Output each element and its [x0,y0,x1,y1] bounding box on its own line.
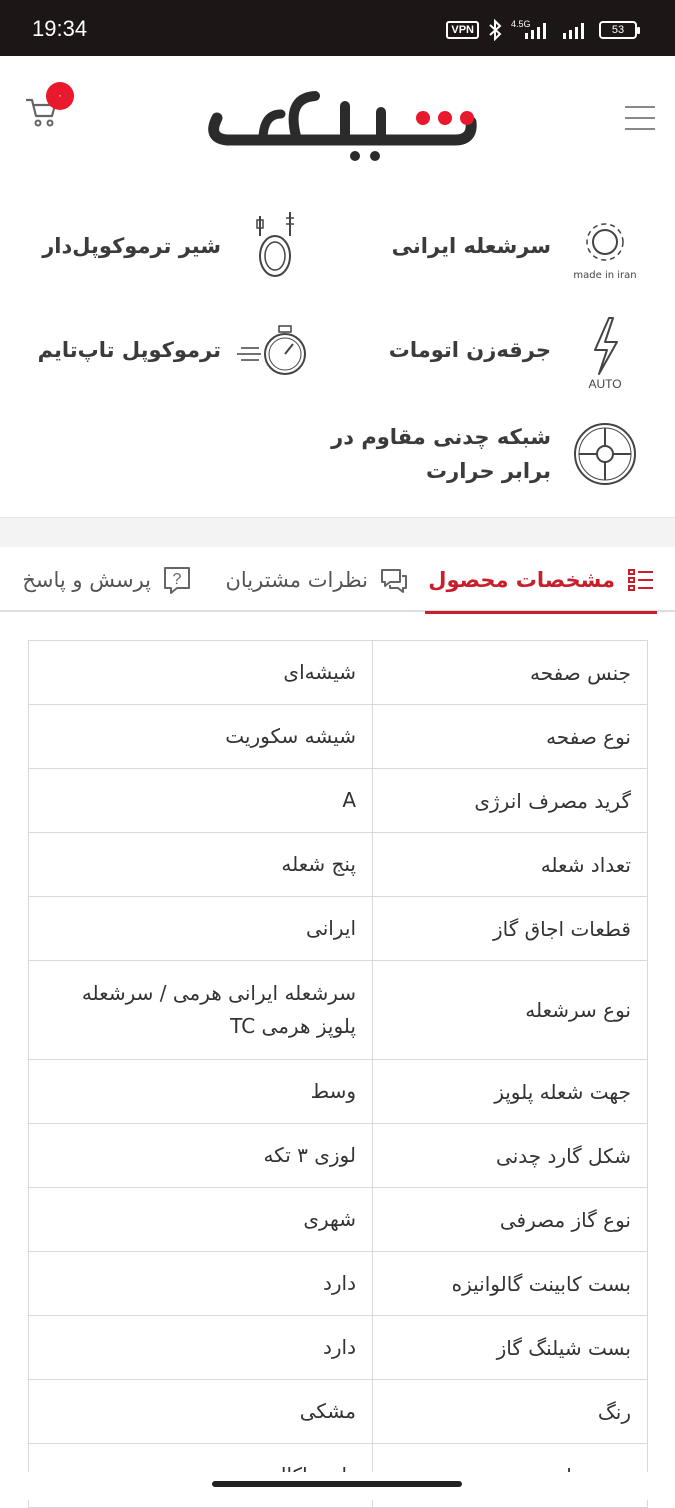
feature-auto-ignition [389,310,645,390]
stopwatch-icon [235,310,315,390]
feature-label [331,420,551,488]
table-row [29,1252,648,1316]
cart-count-badge[interactable]: ۰ [46,82,74,110]
spec-key: تعداد شعله [373,833,648,897]
question-icon [161,564,193,596]
brand-logo[interactable] [205,78,485,168]
feature-cast-iron-grate [331,414,645,494]
product-tabs [0,547,675,612]
feature-label: سرشعله ایرانی [391,234,551,258]
feature-label-line2: برابر حرارت [426,459,551,483]
spec-key: بست شیلنگ گاز [373,1316,648,1380]
spec-value: لوزی ۳ تکه [29,1124,373,1188]
feature-label: ترموکوپل تاپ‌تایم [37,338,221,362]
table-row [29,961,648,1060]
section-divider [0,517,675,547]
spec-key: نوع گاز مصرفی [373,1188,648,1252]
spec-key: نوع صفحه [373,705,648,769]
table-row [29,1060,648,1124]
feature-label-line1: شبکه چدنی مقاوم در [331,425,551,449]
comments-icon [378,564,410,596]
status-time: 19:34 [32,16,88,41]
tab-label: پرسش و پاسخ [22,567,151,592]
feature-thermocouple-toptime [38,310,315,390]
tab-questions[interactable] [22,547,193,612]
table-row [29,1124,648,1188]
table-row [29,897,648,961]
table-row [29,833,648,897]
spec-value: پنج شعله [29,833,373,897]
svg-text:?: ? [172,570,182,588]
spec-value: مشکی [29,1380,373,1444]
signal-icon-2 [561,19,591,41]
battery-icon: 53 [599,21,637,39]
feature-label: شیر ترموکوپل‌دار [42,234,221,258]
grate-icon [565,414,645,494]
spec-key: جهت شعله پلوپز [373,1060,648,1124]
spec-value: شیشه سکوریت [29,705,373,769]
table-row [29,769,648,833]
table-row [29,1316,648,1380]
feature-thermocouple-valve [42,206,315,286]
menu-icon[interactable] [625,106,655,136]
spec-table [28,640,648,1508]
signal-icon [511,19,553,41]
valve-icon [235,206,315,286]
site-header [0,56,675,186]
list-icon [625,564,657,596]
gear-made-in-iran-icon [565,206,645,286]
feature-label: جرقه‌زن اتومات [388,338,551,362]
spec-value: شیشه‌ای [29,641,373,705]
auto-spark-icon [565,310,645,390]
spec-value: دارد [29,1316,373,1380]
network-type: 4.5G [511,19,531,29]
table-row [29,1188,648,1252]
auto-caption: AUTO [588,377,622,390]
status-bar [0,0,675,56]
table-row [29,641,648,705]
table-row [29,705,648,769]
tab-specifications[interactable] [425,547,657,612]
spec-key: گرید مصرف انرژی [373,769,648,833]
feature-iranian-burner [392,206,645,286]
spec-key: نوع سرشعله [373,961,648,1060]
tab-label: نظرات مشتریان [225,567,368,592]
home-indicator[interactable] [212,1481,462,1487]
spec-key: جنس صفحه [373,641,648,705]
bluetooth-icon [487,19,503,41]
spec-value: سرشعله ایرانی هرمی / سرشعله پلوپز هرمی TC [29,961,373,1060]
made-in-iran-caption: made in iran [573,270,637,281]
table-row [29,1380,648,1444]
spec-value: وسط [29,1060,373,1124]
tab-reviews[interactable] [225,547,410,612]
spec-key: شکل گارد چدنی [373,1124,648,1188]
spec-value: A [29,769,373,833]
spec-value: دارد [29,1252,373,1316]
spec-value: شهری [29,1188,373,1252]
vpn-icon: VPN [446,21,479,39]
spec-value: ایرانی [29,897,373,961]
spec-key: رنگ [373,1380,648,1444]
spec-key: بست کابینت گالوانیزه [373,1252,648,1316]
status-icons [446,18,637,42]
tab-label: مشخصات محصول [428,567,615,592]
spec-key: قطعات اجاق گاز [373,897,648,961]
